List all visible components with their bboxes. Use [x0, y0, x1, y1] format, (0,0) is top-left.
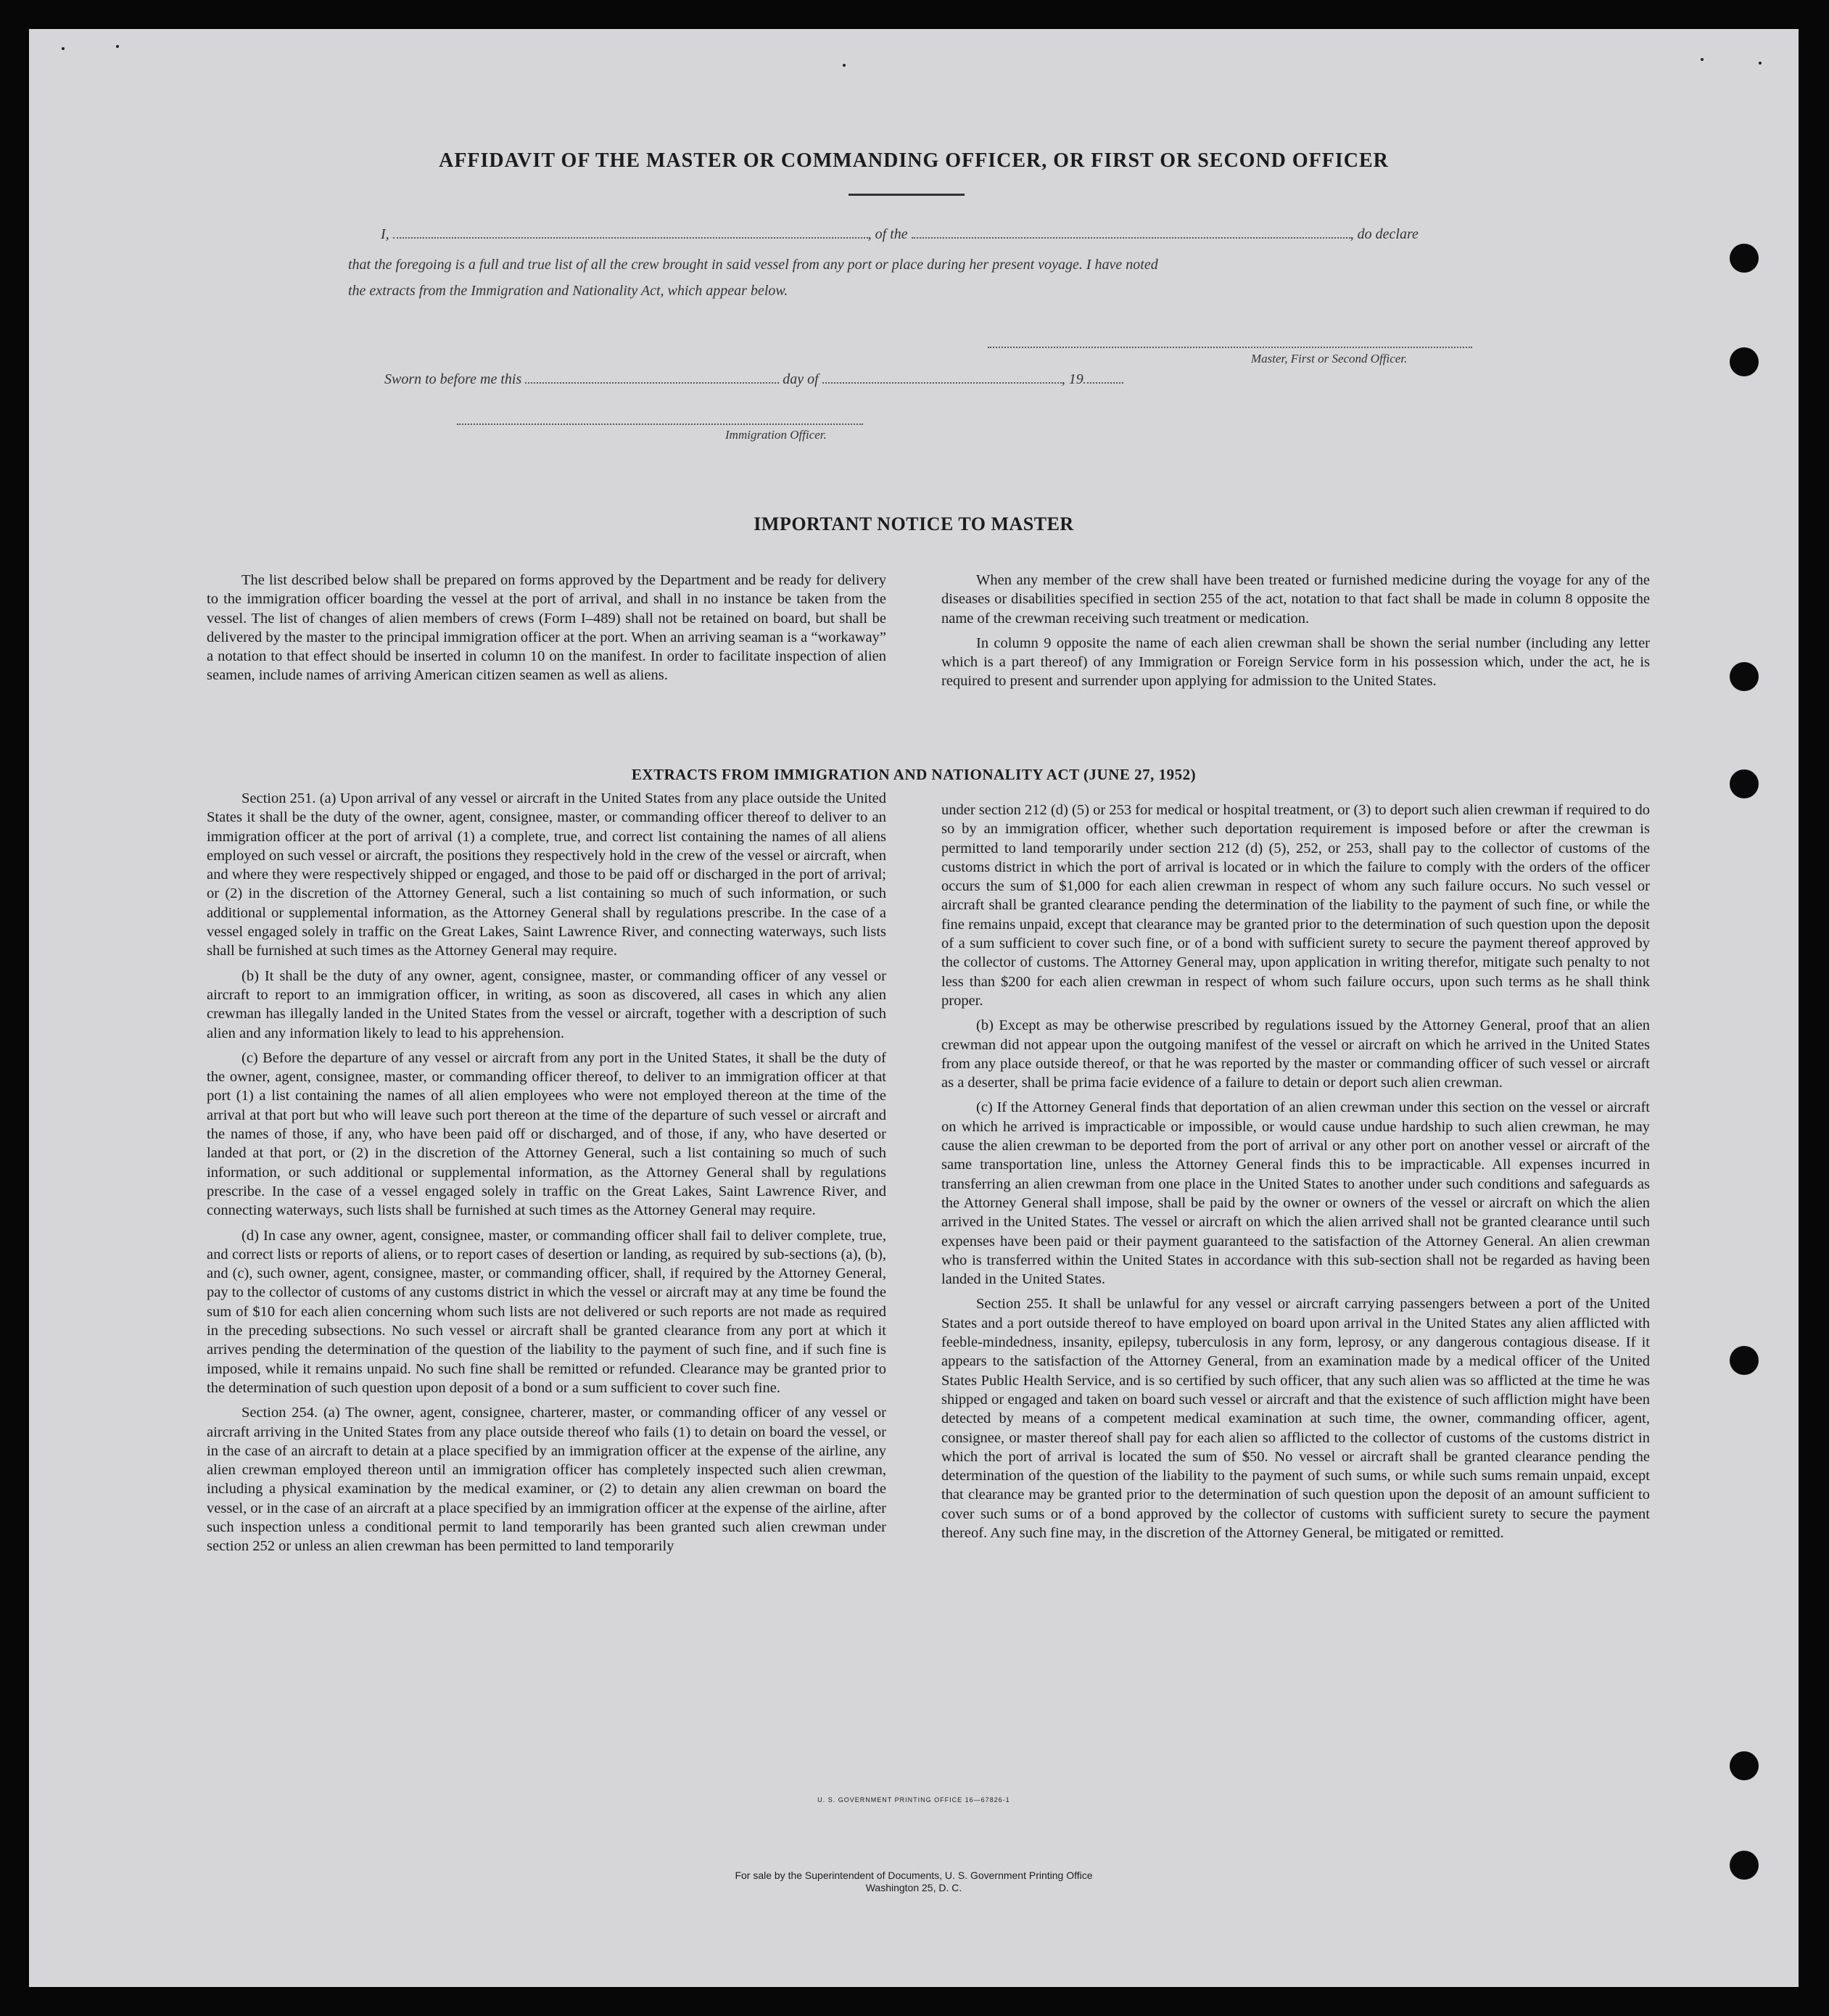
- section-251-a: Section 251. (a) Upon arrival of any vessel or aircraft in the United States from any place outside the United States it shall be the duty of the owner, agent, consignee, master, or commanding officer thereof to deliver to an immigration officer at the port of arrival (1) a complete, true, and correct list containing the names of all aliens employed on such vessel or aircraft, the positions they respectively hold in the crew of the vessel or aircraft, when and where they were respectively shipped or engaged, and those to be paid off or discharged in the port of arrival; or (2) in the discretion of the Attorney General, such a list containing so much of such information, or such additional or supplemental information, as the Attorney General shall by regulations prescribe. In the case of a vessel engaged solely in traffic on the Great Lakes, Saint Lawrence River, and connecting waterways, such lists shall be furnished at such times as the Attorney General may require.: [207, 790, 886, 959]
- notice-right-paragraph-2: In column 9 opposite the name of each alien crewman shall be shown the serial number (including any letter which is a part thereof) of any Immigration or Foreign Service form in his possession which, under the act, he is required to present and surrender upon applying for admission to the United States.: [941, 635, 1650, 690]
- punch-hole: [1730, 662, 1759, 691]
- punch-hole: [1730, 347, 1759, 376]
- section-251-c: (c) Before the departure of any vessel or aircraft from any port in the United States, it shall be the duty of the owner, agent, consignee, master, or commanding officer thereof, to deliver to an immigration officer at that port (1) a list containing the names of all alien employees who were not employed thereon at the time of the arrival at that port but who will leave such port thereon at the time of the departure of such vessel or aircraft and the names of those, if any, who have been paid off or discharged, and of those, if any, who have deserted or landed at that port, or (2) in the discretion of the Attorney General, such a list containing so much of such information, or such additional or supplemental information, as the Attorney General shall by regulations prescribe. In the case of a vessel engaged solely in traffic on the Great Lakes, Saint Lawrence River, and connecting waterways, such lists shall be furnished at such times as the Attorney General may require.: [207, 1049, 886, 1219]
- sworn-label: Sworn to before me this: [384, 371, 522, 387]
- punch-hole: [1730, 769, 1759, 798]
- sworn-year-field[interactable]: [1083, 382, 1123, 384]
- sale-line-2: Washington 25, D. C.: [865, 1882, 962, 1893]
- notice-right-column: [941, 571, 1650, 691]
- declaration-line: [381, 226, 1419, 243]
- of-the-label: , of the: [867, 226, 908, 242]
- sale-notice: [29, 1870, 1799, 1894]
- year-prefix: , 19: [1061, 371, 1083, 387]
- officer-signature-line[interactable]: [457, 424, 863, 425]
- punch-hole: [1730, 1851, 1759, 1880]
- do-declare-label: , do declare: [1350, 226, 1419, 242]
- section-251-d: (d) In case any owner, agent, consignee, master, or commanding officer shall fail to deliver complete, true, and correct lists or reports of aliens, or to report cases of desertion or landing, as required by sub-sections (a), (b), and (c), such owner, agent, consignee, master, or commanding officer, shall, if required by the Attorney General, pay to the collector of customs of any customs district in which the vessel or aircraft may at any time be found the sum of $10 for each alien concerning whom such lists are not delivered or such reports are not made as required in the preceding subsections. No such vessel or aircraft shall be granted clearance from any port at which it arrives pending the determination of the question of the liability to the payment of such fine, and if such fine is imposed, while it remains unpaid. No such fine shall be remitted or refunded. Clearance may be granted prior to the determination of such question upon deposit of a bond or a sum sufficient to cover such fine.: [207, 1227, 886, 1396]
- sale-line-1: For sale by the Superintendent of Documents, U. S. Government Printing Office: [735, 1870, 1093, 1881]
- sworn-line: [384, 371, 1123, 388]
- speck: [1701, 58, 1704, 61]
- notice-left-column: [207, 571, 886, 685]
- i-label: I,: [381, 226, 389, 242]
- gpo-imprint: U. S. GOVERNMENT PRINTING OFFICE 16—67826-1: [817, 1796, 1010, 1804]
- statement-line-2: the extracts from the Immigration and Nationality Act, which appear below.: [348, 283, 788, 299]
- title-rule: [849, 194, 965, 196]
- master-caption: Master, First or Second Officer.: [1251, 352, 1408, 365]
- extracts-left-column: [207, 789, 886, 1556]
- document-page: [29, 29, 1799, 1987]
- section-254-c: (c) If the Attorney General finds that deportation of an alien crewman under this section on the vessel or aircraft on which he arrived is impracticable or impossible, or would cause undue hardship to such alien crewman, he may cause the alien crewman to be deported from the port of arrival or any other port on another vessel or aircraft of the same transportation line, unless the Attorney General finds this to be impracticable. All expenses incurred in transferring an alien crewman from one place in the United States to another under such conditions and safeguards as the Attorney General shall impose, shall be paid by the owner or owners of the vessel or aircraft on which the alien arrived in the United States. The vessel or aircraft on which the alien arrived shall not be granted clearance until such expenses have been paid or their payment guaranteed to the satisfaction of the Attorney General. An alien crewman who is transferred within the United States in accordance with this sub-section shall not be regarded as having been landed in the United States.: [941, 1099, 1650, 1288]
- affidavit-title: AFFIDAVIT OF THE MASTER OR COMMANDING OFFICER, OR FIRST OR SECOND OFFICER: [439, 149, 1389, 172]
- declarant-name-field[interactable]: [393, 237, 868, 239]
- speck: [116, 45, 119, 48]
- day-of-label: day of: [783, 371, 819, 387]
- punch-hole: [1730, 1751, 1759, 1780]
- notice-left-paragraph: The list described below shall be prepared on forms approved by the Department and be ready for delivery to the immigration officer boarding the vessel at the port of arrival, and shall in no instance be taken from the vessel. The list of changes of alien members of crews (Form I–489) shall not be retained on board, but shall be delivered by the master to the principal immigration officer at the port. When an arriving seaman is a “workaway” a notation to that effect should be inserted in column 10 on the manifest. In order to facilitate inspection of alien seamen, include names of arriving American citizen seamen as well as aliens.: [207, 572, 886, 684]
- section-254-a: Section 254. (a) The owner, agent, consignee, charterer, master, or commanding officer of any vessel or aircraft arriving in the United States from any place outside thereof who fails (1) to detain on board the vessel, or in the case of an aircraft to detain at a place specified by an immigration officer at the expense of the airline, any alien crewman employed thereon until an immigration officer has completely inspected such alien crewman, including a physical examination by the medical examiner, or (2) to detain any alien crewman on board the vessel, or in the case of an aircraft at a place specified by an immigration officer at the expense of the airline, after such inspection unless a conditional permit to land temporarily has been granted such alien crewman under section 252 or unless an alien crewman has been permitted to land temporarily: [207, 1405, 886, 1555]
- section-254-a-continued: under section 212 (d) (5) or 253 for medical or hospital treatment, or (3) to deport such alien crewman if required to do so by an immigration officer, whether such deportation requirement is imposed before or after the crewman is permitted to land temporarily under section 212 (d) (5), 252, or 253, shall pay to the collector of customs of the customs district in which the port of arrival is located or in which the failure to comply with the orders of the officer occurs the sum of $1,000 for each alien crewman in respect of whom any such failure occurs. No such vessel or aircraft shall be granted clearance pending the determination of the liability to the payment of such fine, or while the fine remains unpaid, except that clearance may be granted prior to the determination of such question upon the deposit of a sum sufficient to cover such fine, or of a bond with sufficient surety to secure the payment thereof approved by the collector of customs. The Attorney General may, upon application in writing therefor, mitigate such penalty to not less than $200 for each alien crewman in respect of whom such failure occurs, upon such terms as he shall think proper.: [941, 802, 1650, 1009]
- officer-caption: Immigration Officer.: [725, 428, 827, 442]
- speck: [843, 64, 846, 67]
- section-251-b: (b) It shall be the duty of any owner, agent, consignee, master, or commanding officer of any vessel or aircraft to report to an immigration officer, in writing, as soon as discovered, all cases in which any alien crewman has illegally landed in the United States from the vessel or aircraft, together with a description of such alien and any information likely to lead to his apprehension.: [207, 967, 886, 1041]
- speck: [62, 47, 65, 50]
- vessel-name-field[interactable]: [912, 237, 1350, 239]
- notice-heading: IMPORTANT NOTICE TO MASTER: [754, 513, 1074, 534]
- extracts-right-column: [941, 801, 1650, 1542]
- notice-right-paragraph-1: When any member of the crew shall have been treated or furnished medicine during the voyage for any of the diseases or disabilities specified in section 255 of the act, notation to that fact shall be made in column 8 opposite the name of the crewman receiving such treatment or medication.: [941, 572, 1650, 627]
- punch-hole: [1730, 244, 1759, 273]
- section-255: Section 255. It shall be unlawful for any vessel or aircraft carrying passengers between a port of the United States and a port outside thereof to have employed on board upon arrival in the United States any alien afflicted with feeble-mindedness, insanity, epilepsy, tuberculosis in any form, leprosy, or any dangerous contagious disease. If it appears to the satisfaction of the Attorney General, from an examination made by a medical officer of the United States Public Health Service, and is so certified by such officer, that any such alien was so afflicted at the time he was shipped or engaged and taken on board such vessel or aircraft and that the existence of such affliction might have been detected by means of a competent medical examination at such time, the owner, commanding officer, agent, consignee, or master thereof shall pay for each alien so afflicted to the collector of customs of the customs district in which the port of arrival is located the sum of $50. No vessel or aircraft shall be granted clearance pending the determination of the question of the liability to the payment of such sums, or while such sums remain unpaid, except that clearance may be granted prior to the determination of such question upon the deposit of an amount sufficient to cover such sums or of a bond approved by the collector of customs with sufficient surety to secure the payment thereof. Any such fine may, in the discretion of the Attorney General, be mitigated or remitted.: [941, 1296, 1650, 1541]
- sworn-month-field[interactable]: [822, 382, 1062, 384]
- statement-line-1: that the foregoing is a full and true list of all the crew brought in said vessel from any port or place during her present voyage. I have noted: [348, 257, 1158, 273]
- punch-hole: [1730, 1346, 1759, 1375]
- speck: [1759, 62, 1762, 65]
- master-signature-line[interactable]: [988, 347, 1472, 348]
- sworn-day-field[interactable]: [525, 382, 779, 384]
- extracts-heading: EXTRACTS FROM IMMIGRATION AND NATIONALITY ACT (JUNE 27, 1952): [631, 766, 1197, 783]
- section-254-b: (b) Except as may be otherwise prescribed by regulations issued by the Attorney General, proof that an alien crewman did not appear upon the outgoing manifest of the vessel or aircraft on which he arrived in the United States from any place outside thereof, or that he was reported by the master or commanding officer of such vessel or aircraft as a deserter, shall be prima facie evidence of a failure to detain or deport such alien crewman.: [941, 1017, 1650, 1091]
